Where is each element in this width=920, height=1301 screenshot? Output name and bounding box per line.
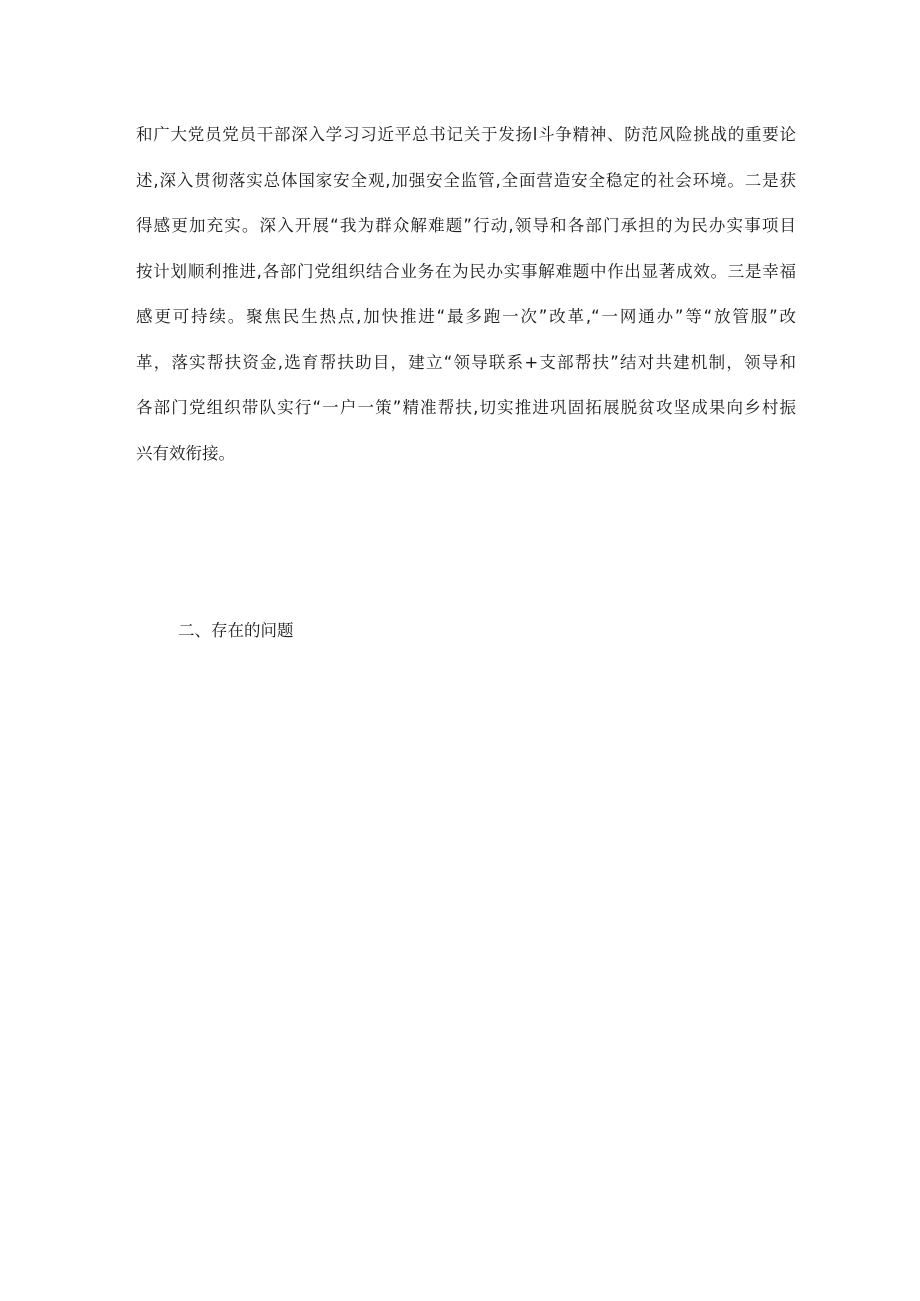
paragraph-line: 按计划顺利推进,各部门党组织结合业务在为民办实事解难题中作出显著成效。三是幸福 — [136, 261, 796, 281]
section-heading: 二、存在的问题 — [178, 621, 294, 640]
paragraph-line: 革，落实帮扶资金,选育帮扶助目，建立“领导联系+支部帮扶”结对共建机制，领导和 — [136, 352, 796, 372]
paragraph-line: 感更可持续。聚焦民生热点,加快推进“最多跑一次”改革,“一网通办”等“放管服”改 — [136, 307, 796, 326]
paragraph-line: 述,深入贯彻落实总体国家安全观,加强安全监管,全面营造安全稳定的社会环境。二是获 — [136, 170, 796, 190]
paragraph-line: 和广大党员党员干部深入学习习近平总书记关于发扬l斗争精神、防范风险挑战的重要论 — [136, 125, 796, 144]
paragraph-line: 得感更加充实。深入开展“我为群众解难题”行动,领导和各部门承担的为民办实事项目 — [136, 216, 796, 235]
body-paragraph — [136, 118, 796, 482]
paragraph-line: 兴有效衔接。 — [136, 443, 235, 463]
paragraph-line: 各部门党组织带队实行“一户一策”精准帮扶,切实推进巩固拓展脱贫攻坚成果向乡村振 — [136, 398, 796, 417]
